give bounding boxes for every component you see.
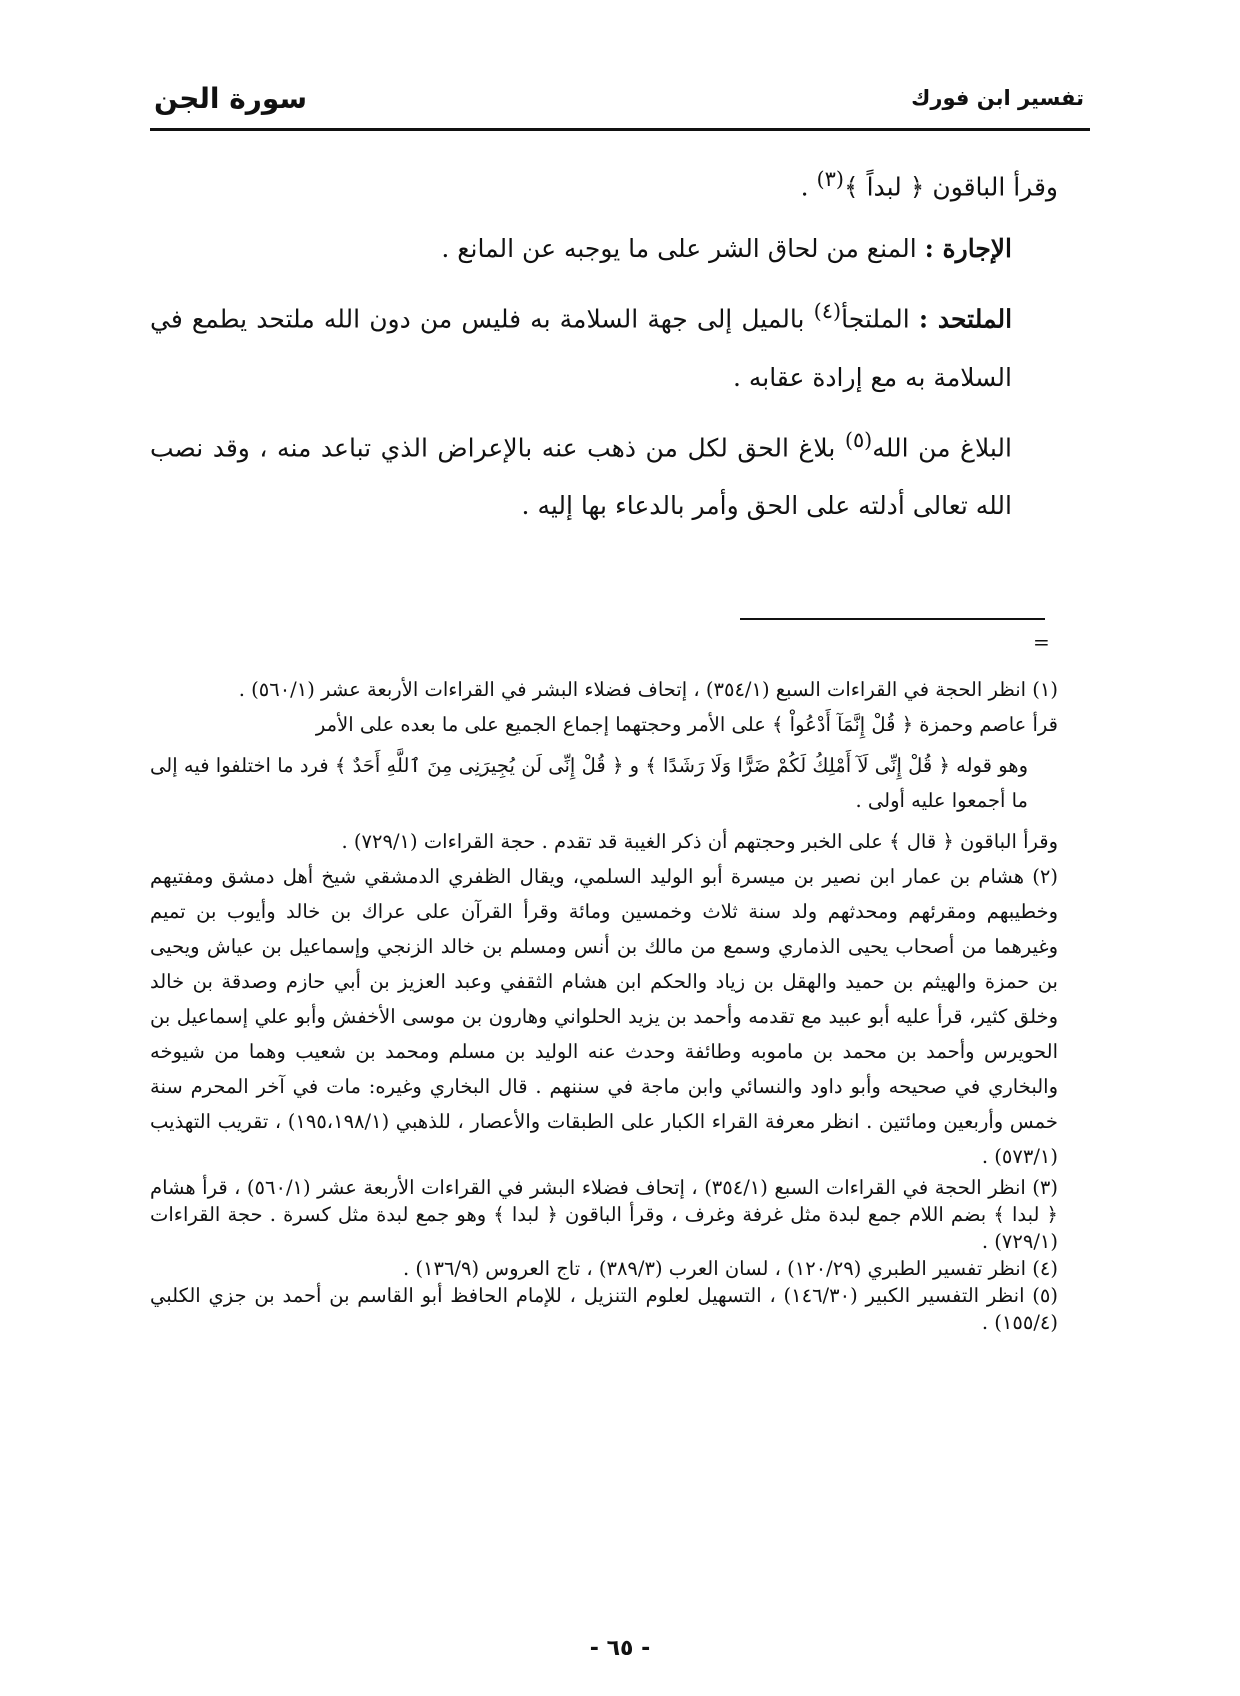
reading-text: وقرأ الباقون ﴿ لبداً ﴾ — [843, 172, 1058, 202]
footnote-ref: (٤) — [813, 299, 842, 324]
balagh-a: البلاغ من الله — [872, 432, 1012, 462]
book-title: تفسير ابن فورك — [911, 86, 1084, 110]
footnotes — [150, 672, 1058, 1336]
page-number: - ٦٥ - — [589, 1636, 651, 1661]
footnote-3: (٣) انظر الحجة في القراءات السبع (٣٥٤/١) ، إتحاف فضلاء البشر في القراءات الأربعة عشر (٥٦٠/١) ، قرأ هشام ﴿ لبدا ﴾ بضم اللام جمع لبدة مثل غرفة وغرف ، وقرأ الباقون ﴿ لبدا ﴾ وهو جمع لبدة مثل كسرة . حجة القراءات (٧٢٩/١) . — [150, 1176, 1058, 1253]
footnote-ref: (٥) — [844, 427, 873, 452]
footnote-1-reading-1: قرأ عاصم وحمزة ﴿ قُلْ إِنَّمَآ أَدْعُواْ ﴾ على الأمر وحجتهما إجماع الجميع على ما بعده على الأمر — [315, 713, 1058, 736]
footnote-separator — [740, 618, 1045, 620]
paragraph-ijara — [150, 220, 1058, 278]
balagh-b: بلاغ الحق لكل من ذهب عنه بالإعراض الذي تباعد منه ، وقد نصب الله تعالى أدلته على الحق وأمر بالدعاء بها إليه . — [150, 432, 1012, 520]
footnote-1-reading-2: وهو قوله ﴿ قُلْ إِنِّى لَآ أَمْلِكُ لَكُمْ ضَرًّا وَلَا رَشَدًا ﴾ و ﴿ قُلْ إِنِّى لَن يُجِيرَنِى مِنَ ٱللَّهِ أَحَدٌ ﴾ فرد ما اختلفوا فيه إلى ما أجمعوا عليه أولى . — [150, 754, 1028, 812]
running-header — [150, 78, 1090, 131]
footnote-2: (٢) هشام بن عمار ابن نصير بن ميسرة أبو الوليد السلمي، ويقال الظفري الدمشقي شيخ أهل دمشق ومفتيهم وخطيبهم ومقرئهم ومحدثهم ولد سنة ثلاث وخمسين ومائة وقرأ القرآن على عراك بن خالد وأيوب بن تميم وغيرهما من أصحاب يحيى الذماري وسمع من مالك بن أنس ومسلم بن خالد الزنجي وإسماعيل بن عياش ويحيى بن حمزة والهيثم بن حميد والهقل بن زياد والحكم ابن هشام الثقفي وعبد العزيز بن أبي حازم وصدقة بن خالد وخلق كثير، قرأ عليه أبو عبيد مع تقدمه وأحمد بن يزيد الحلواني وهارون بن موسى الأخفش وأبو علي إسماعيل بن الحويرس وأحمد بن محمد بن ماموبه وطائفة وحدث عنه الوليد بن مسلم ومحمد بن شعيب وهما من شيوخه والبخاري في صحيحه وأبو داود والنسائي وابن ماجة في سننهم . قال البخاري وغيره: مات في آخر المحرم سنة خمس وأربعين ومائتين . انظر معرفة القراء الكبار على الطبقات والأعصار ، للذهبي (١٩٥،١٩٨/١) ، تقريب التهذيب (٥٧٣/١) . — [150, 865, 1058, 1168]
paragraph-multahad — [150, 282, 1058, 406]
surah-title: سورة الجن — [154, 82, 307, 115]
footnote-ref: (٣) — [816, 167, 844, 191]
term-ijara: الإجارة : — [924, 234, 1012, 264]
footnote-1: (١) انظر الحجة في القراءات السبع (٣٥٤/١) ، إتحاف فضلاء البشر في القراءات الأربعة عشر (٥٦٠/١) . — [238, 678, 1058, 701]
footnote-continuation-mark: = — [1033, 630, 1050, 654]
main-text — [150, 150, 1058, 535]
footnote-1-reading-3: وقرأ الباقون ﴿ قال ﴾ على الخبر وحجتهم أن ذكر الغيبة قد تقدم . حجة القراءات (٧٢٩/١) . — [341, 830, 1058, 853]
paragraph-balagh — [150, 411, 1058, 535]
definition-ijara: المنع من لحاق الشر على ما يوجبه عن المانع . — [441, 234, 925, 264]
paragraph-reading — [150, 150, 1058, 216]
footnote-5: (٥) انظر التفسير الكبير (١٤٦/٣٠) ، التسهيل لعلوم التنزيل ، للإمام الحافظ أبو القاسم بن أحمد بن جزي الكلبي (١٥٥/٤) . — [150, 1284, 1058, 1334]
term-multahad: الملتحد : — [918, 304, 1013, 334]
reading-end: . — [800, 172, 817, 202]
footnote-4: (٤) انظر تفسير الطبري (١٢٠/٢٩) ، لسان العرب (٣٨٩/٣) ، تاج العروس (١٣٦/٩) . — [402, 1257, 1058, 1280]
definition-multahad-a: الملتجأ — [841, 304, 919, 334]
definition-multahad-b: بالميل إلى جهة السلامة به فليس من دون الله ملتحد يطمع في السلامة به مع إرادة عقابه . — [150, 304, 1012, 392]
